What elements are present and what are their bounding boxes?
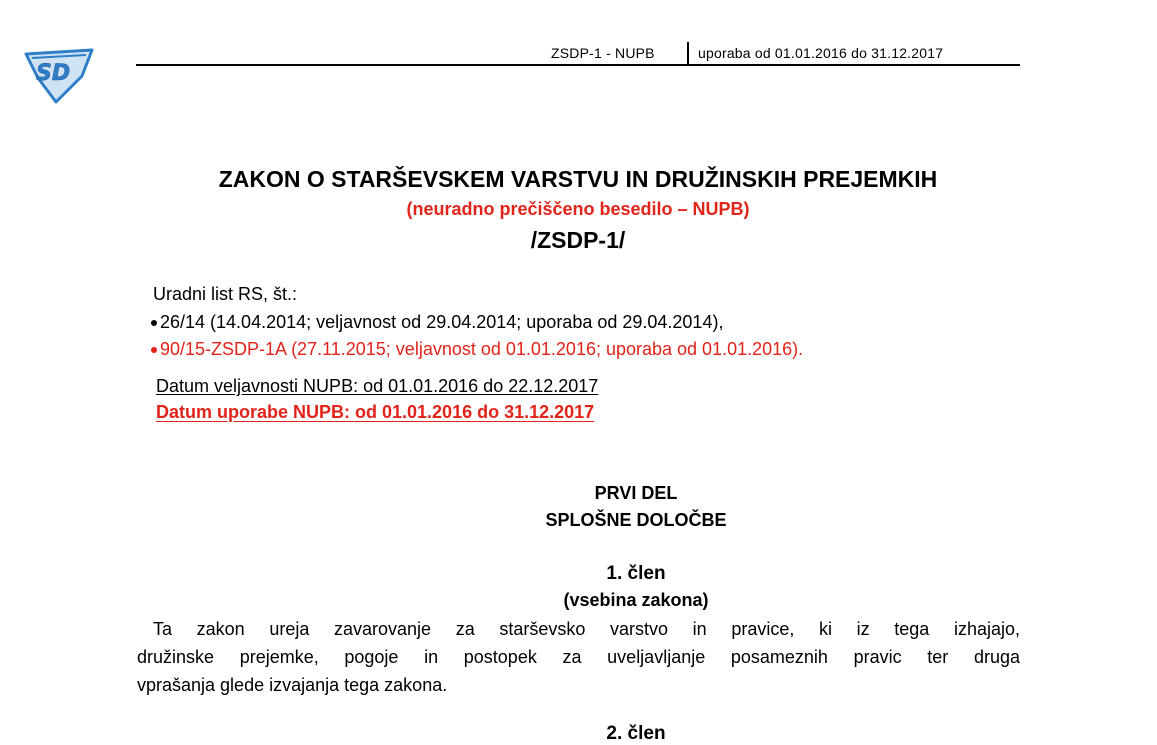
gazette-entry (151, 312, 723, 333)
header-separator (687, 42, 689, 64)
law-subtitle: (neuradno prečiščeno besedilo – NUPB) (406, 199, 750, 219)
part-subtitle: SPLOŠNE DOLOČBE (545, 510, 727, 530)
article-subtitle: (vsebina zakona) (563, 590, 709, 610)
header-usage-range: uporaba od 01.01.2016 do 31.12.2017 (698, 45, 944, 61)
article-text-line: vprašanja glede izvajanja tega zakona. (137, 675, 448, 695)
header-document-code: ZSDP-1 - NUPB (551, 45, 655, 61)
bullet-icon (151, 347, 157, 353)
part-title: PRVI DEL (594, 483, 678, 503)
gazette-entry (151, 339, 803, 360)
header-rule (136, 64, 1020, 66)
law-abbreviation: /ZSDP-1/ (530, 227, 626, 253)
sd-logo-icon (22, 46, 96, 104)
law-title: ZAKON O STARŠEVSKEM VARSTVU IN DRUŽINSKIH PREJEMKIH (218, 166, 938, 192)
usage-date: Datum uporabe NUPB: od 01.01.2016 do 31.12.2017 (156, 402, 595, 422)
article-title: 1. člen (606, 563, 666, 584)
svg-text:SD: SD (36, 61, 71, 86)
bullet-icon (151, 320, 157, 326)
article-text-line: Ta zakon ureja zavarovanje za starševsko varstvo in pravice, ki iz tega izhajajo, (153, 619, 1020, 639)
article-title: 2. člen (606, 723, 666, 744)
validity-date: Datum veljavnosti NUPB: od 01.01.2016 do 22.12.2017 (156, 376, 599, 396)
gazette-entry-text: 90/15-ZSDP-1A (27.11.2015; veljavnost od 01.01.2016; uporaba od 01.01.2016). (160, 339, 804, 359)
article-text-line: družinske prejemke, pogoje in postopek za uveljavljanje posameznih pravic ter druga (137, 647, 1020, 667)
gazette-label: Uradni list RS, št.: (153, 284, 298, 304)
gazette-entry-text: 26/14 (14.04.2014; veljavnost od 29.04.2014; uporaba od 29.04.2014), (160, 312, 724, 332)
